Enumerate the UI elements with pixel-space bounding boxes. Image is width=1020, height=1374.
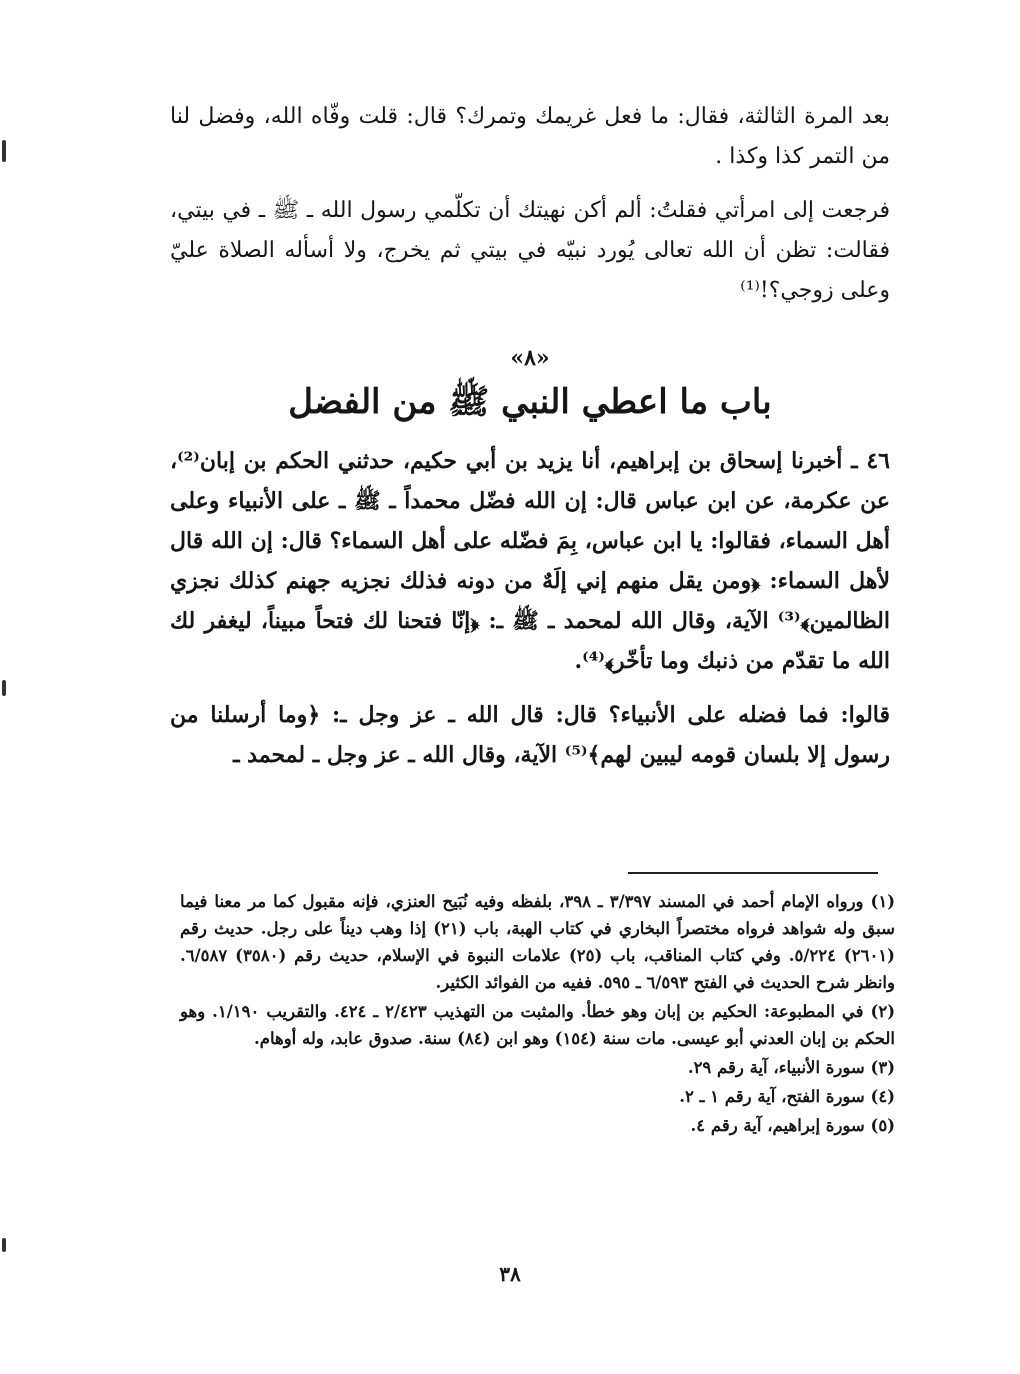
hadith-paragraph-1: ٤٦ ـ أخبرنا إسحاق بن إبراهيم، أنا يزيد بن أبي حكيم، حدثني الحكم بن إبان⁽²⁾، عن عكرمة، عن ابن عباس قال: إن الله فضّل محمداً ـ ﷺ ـ على الأنبياء وعلى أهل السماء، فقالوا: يا ابن عباس، بِمَ فضّله على أهل السماء؟ قال: إن الله قال لأهل السماء: ﴿ومن يقل منهم إني إلَهٌ من دونه فذلك نجزيه جهنم كذلك نجزي الظالمين﴾⁽³⁾ الآية، وقال الله لمحمد ـ ﷺ ـ: ﴿إنّا فتحنا لك فتحاً مبيناً، ليغفر لك الله ما تقدّم من ذنبك وما تأخّر﴾⁽⁴⁾.: [170, 448, 890, 674]
footnote-3: (٣) سورة الأنبياء، آية رقم ٢٩.: [687, 1058, 895, 1077]
page-number: ٣٨: [499, 1262, 521, 1286]
footnote-separator: [628, 872, 878, 874]
footnote-5: (٥) سورة إبراهيم، آية رقم ٤.: [690, 1116, 895, 1135]
intro-paragraph-2: فرجعت إلى امرأتي فقلتُ: ألم أكن نهيتك أن تكلّمي رسول الله ـ ﷺ ـ في بيتي، فقالت: تظن أن الله تعالى يُورد نبيّه في بيتي ثم يخرج، ولا أسأله الصلاة عليّ وعلى زوجي؟!⁽¹⁾: [170, 198, 890, 303]
hadith-paragraph-2: قالوا: فما فضله على الأنبياء؟ قال: قال الله ـ عز وجل ـ: ﴿وما أرسلنا من رسول إلا بلسان قومه ليبين لهم﴾⁽⁵⁾ الآية، وقال الله ـ عز وجل ـ لمحمد ـ: [170, 702, 890, 768]
scan-margin-mark: [2, 1238, 6, 1252]
main-text: [170, 95, 890, 775]
footnote-4: (٤) سورة الفتح، آية رقم ١ ـ ٢.: [679, 1087, 895, 1106]
intro-paragraph-1: بعد المرة الثالثة، فقال: ما فعل غريمك وتمرك؟ قال: قلت وفّاه الله، وفضل لنا من التمر كذا وكذا .: [170, 104, 890, 169]
footnote-2: (٢) في المطبوعة: الحكيم بن إبان وهو خطأ. والمثبت من التهذيب ٢/٤٢٣ ـ ٤٢٤. والتقريب ١/١٩٠. وهو الحكم بن إبان العدني أبو عيسى. مات سنة (١٥٤) وهو ابن (٨٤) سنة. صدوق عابد، وله أوهام.: [180, 1002, 895, 1048]
chapter-title: باب ما اعطي النبي ﷺ من الفضل: [288, 382, 772, 422]
scan-margin-mark: [2, 680, 6, 696]
footnotes: [180, 888, 895, 1141]
footnote-1: (١) ورواه الإمام أحمد في المسند ٣/٣٩٧ ـ ٣٩٨، بلفظه وفيه نُبَيح العنزي، فإنه مقبول كما مر معنا فيما سبق وله شواهد فرواه مختصراً البخاري في كتاب الهبة، باب (٢١) إذا وهب ديناً على رجل. حديث رقم (٢٦٠١) ٥/٢٢٤. وفي كتاب المناقب، باب (٢٥) علامات النبوة في الإسلام، حديث رقم (٣٥٨٠) ٦/٥٨٧. وانظر شرح الحديث في الفتح ٦/٥٩٣ ـ ٥٩٥. ففيه من الفوائد الكثير.: [180, 892, 895, 992]
scan-margin-mark: [2, 140, 6, 162]
chapter-number: «٨»: [510, 345, 550, 371]
